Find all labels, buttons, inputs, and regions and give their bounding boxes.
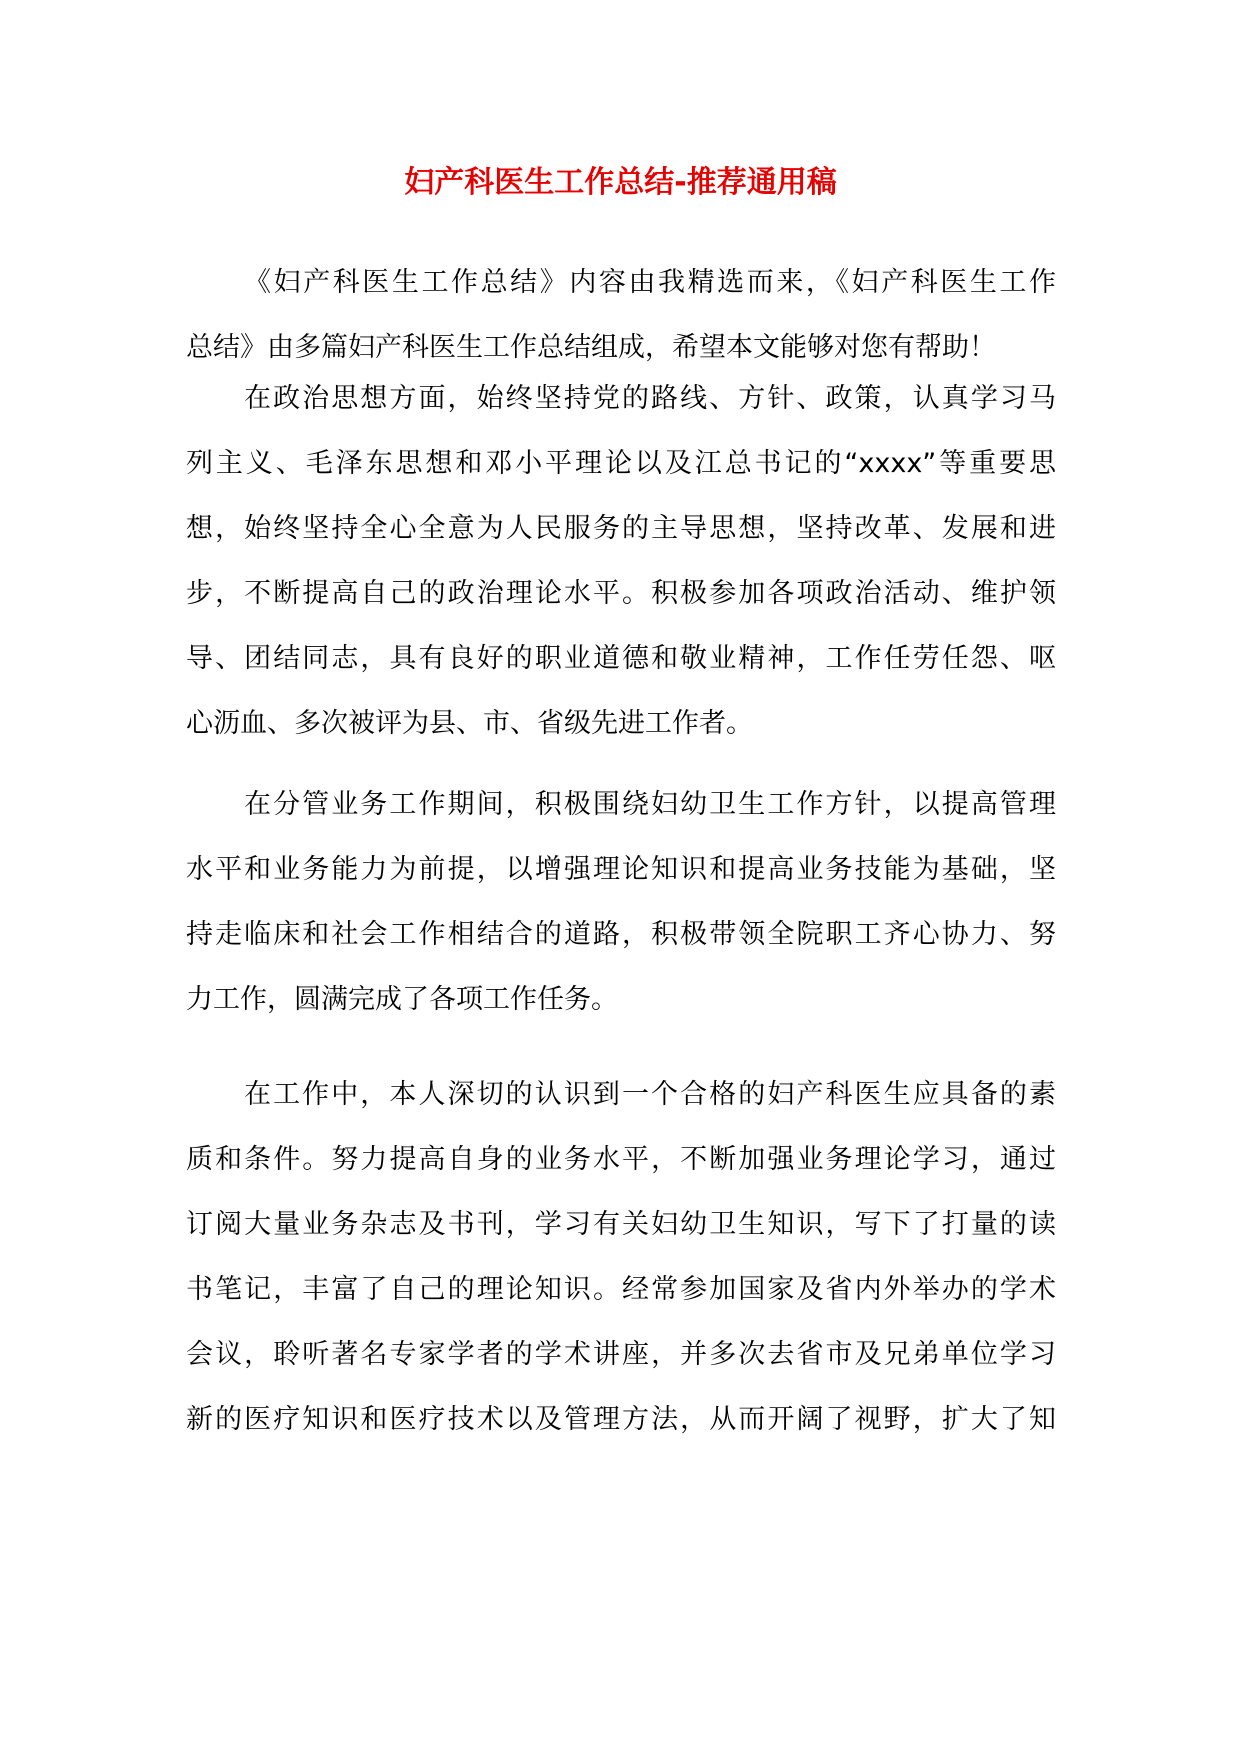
paragraph-line: 列主义、毛泽东思想和邓小平理论以及江总书记的“xxxx”等重要思 (186, 448, 1056, 479)
paragraph-line: 新的医疗知识和医疗技术以及管理方法，从而开阔了视野，扩大了知 (186, 1404, 1056, 1435)
document-title: 妇产科医生工作总结-推荐通用稿 (404, 165, 837, 200)
paragraph-line: 步，不断提高自己的政治理论水平。积极参加各项政治活动、维护领 (186, 578, 1056, 609)
paragraph-line: 质和条件。努力提高自身的业务水平，不断加强业务理论学习，通过 (186, 1144, 1056, 1175)
paragraph-line: 在工作中，本人深切的认识到一个合格的妇产科医生应具备的素 (244, 1079, 1056, 1110)
paragraph-line: 在政治思想方面，始终坚持党的路线、方针、政策，认真学习马 (244, 383, 1056, 414)
paragraph-line: 导、团结同志，具有良好的职业道德和敬业精神，工作任劳任怨、呕 (186, 643, 1056, 674)
paragraph-work (186, 1062, 1056, 1452)
paragraph-intro (186, 250, 1056, 380)
paragraph-line: 心沥血、多次被评为县、市、省级先进工作者。 (186, 708, 753, 739)
paragraph-line: 订阅大量业务杂志及书刊，学习有关妇幼卫生知识，写下了打量的读 (186, 1209, 1056, 1240)
paragraph-line: 想，始终坚持全心全意为人民服务的主导思想，坚持改革、发展和进 (186, 513, 1056, 544)
paragraph-line: 总结》由多篇妇产科医生工作总结组成，希望本文能够对您有帮助！ (186, 332, 996, 363)
paragraph-management (186, 772, 1056, 1032)
paragraph-line: 书笔记，丰富了自己的理论知识。经常参加国家及省内外举办的学术 (186, 1274, 1056, 1305)
paragraph-line: 在分管业务工作期间，积极围绕妇幼卫生工作方针，以提高管理 (244, 789, 1056, 820)
paragraph-line: 《妇产科医生工作总结》内容由我精选而来，《妇产科医生工作 (244, 267, 1056, 298)
paragraph-politics (186, 366, 1056, 756)
paragraph-line: 会议，聆听著名专家学者的学术讲座，并多次去省市及兄弟单位学习 (186, 1339, 1056, 1370)
paragraph-line: 水平和业务能力为前提，以增强理论知识和提高业务技能为基础，坚 (186, 854, 1056, 885)
paragraph-line: 持走临床和社会工作相结合的道路，积极带领全院职工齐心协力、努 (186, 919, 1056, 950)
paragraph-line: 力工作，圆满完成了各项工作任务。 (186, 984, 618, 1015)
